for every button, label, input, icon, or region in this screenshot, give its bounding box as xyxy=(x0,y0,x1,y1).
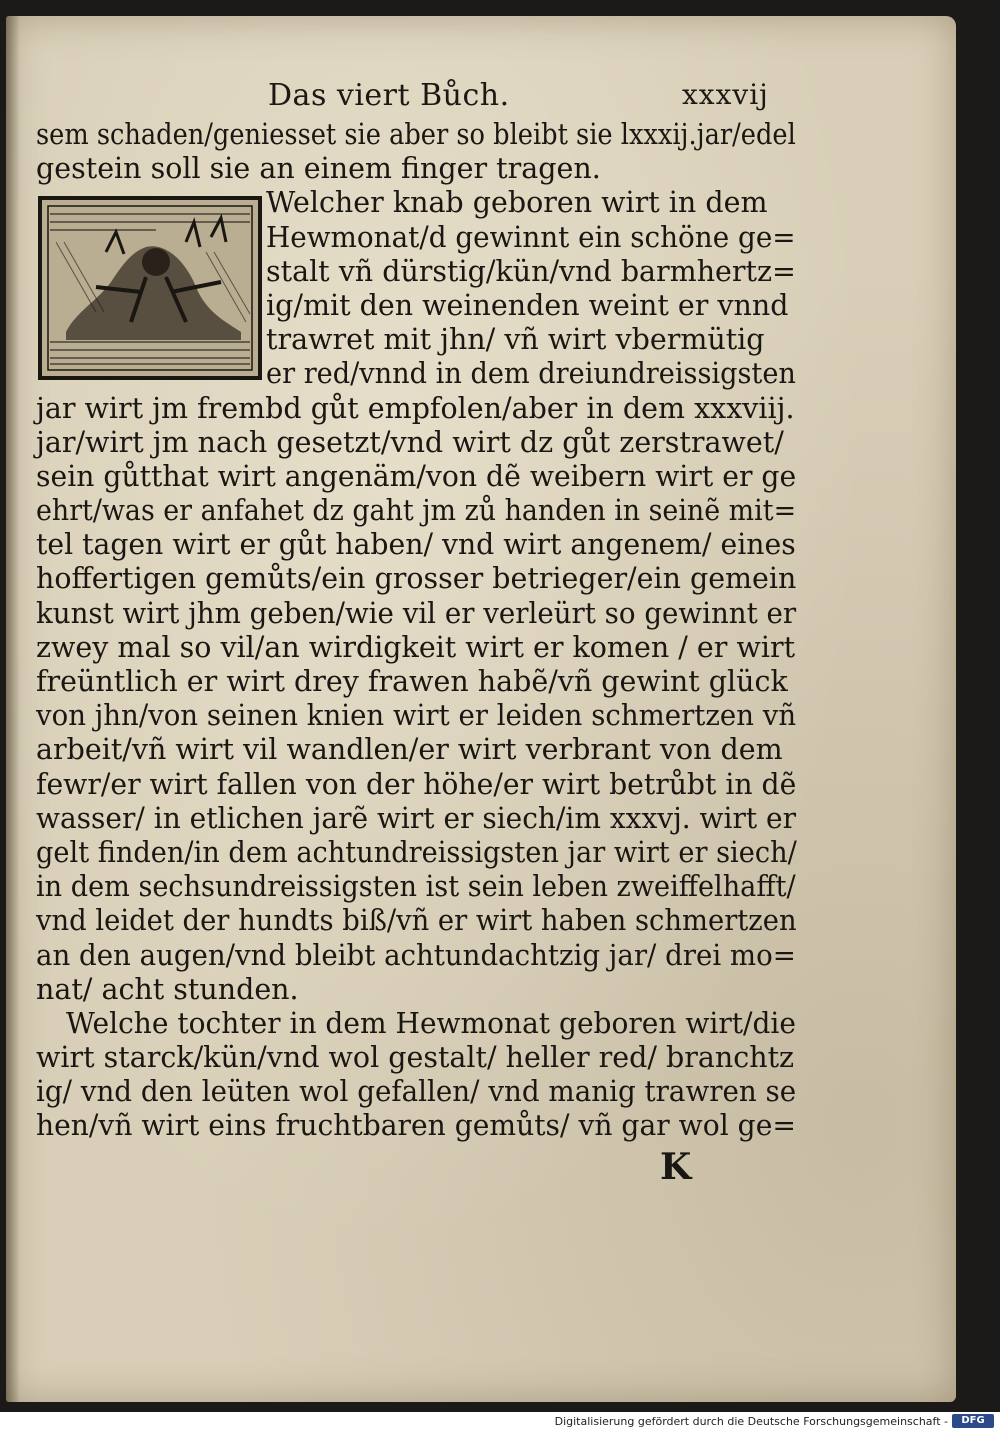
text-line: ehrt/was er anfahet dz gaht jm zů handen in seinẽ mit= xyxy=(36,494,797,528)
text-line: in dem sechsundreissigsten ist sein leben zweiffelhafft/ xyxy=(36,870,796,904)
funding-credit: Digitalisierung gefördert durch die Deutsche Forschungsgemeinschaft - xyxy=(554,1415,948,1428)
text-line: arbeit/vñ wirt vil wandlen/er wirt verbrant von dem xyxy=(36,733,783,767)
text-line: sein gůtthat wirt angenäm/von dẽ weibern wirt er ge xyxy=(36,459,797,493)
text-line: tel tagen wirt er gůt haben/ vnd wirt angenem/ eines xyxy=(36,528,796,562)
text-line: von jhn/von seinen knien wirt er leiden schmertzen vñ xyxy=(36,699,797,733)
text-line: Welcher knab geboren wirt in dem xyxy=(266,186,768,220)
body-text xyxy=(36,118,796,1144)
text-line: ig/ vnd den leüten wol gefallen/ vnd manig trawren se xyxy=(36,1075,797,1109)
text-line: sem schaden/geniesset sie aber so bleibt sie lxxxij.jar/edel xyxy=(36,118,796,151)
page-gutter-shadow xyxy=(6,16,20,1402)
folio-number: xxxvij xyxy=(682,78,769,111)
text-line: gelt finden/in dem achtundreissigsten jar wirt er siech/ xyxy=(36,835,797,869)
text-line: wasser/ in etlichen jarẽ wirt er siech/im xxxvj. wirt er xyxy=(36,801,797,835)
text-line: an den augen/vnd bleibt achtundachtzig jar/ drei mo= xyxy=(36,938,796,972)
text-line: er red/vnnd in dem dreiundreissigsten xyxy=(266,357,796,391)
text-line: ig/mit den weinenden weint er vnnd xyxy=(266,288,789,322)
text-line: Welche tochter in dem Hewmonat geboren wirt/die xyxy=(66,1006,796,1040)
text-line: zwey mal so vil/an wirdigkeit wirt er komen / er wirt xyxy=(36,630,796,664)
running-title: Das viert Bůch. xyxy=(268,78,510,113)
page-header xyxy=(0,78,1000,118)
signature-mark: K xyxy=(660,1146,692,1188)
text-line: stalt vñ dürstig/kün/vnd barmhertz= xyxy=(266,254,796,288)
text-line: nat/ acht stunden. xyxy=(36,972,299,1006)
footer-bar xyxy=(0,1412,1000,1432)
text-line: wirt starck/kün/vnd wol gestalt/ heller red/ branchtz xyxy=(36,1041,795,1075)
dfg-logo-icon: DFG xyxy=(952,1414,994,1428)
text-line: hoffertigen gemůts/ein grosser betrieger/ein gemein xyxy=(36,562,797,596)
text-line: Hewmonat/d gewinnt ein schöne ge= xyxy=(266,220,796,254)
text-line: fewr/er wirt fallen von der höhe/er wirt betrůbt in dẽ xyxy=(36,767,797,801)
text-line: gestein soll sie an einem finger tragen. xyxy=(36,152,601,186)
text-line: jar/wirt jm nach gesetzt/vnd wirt dz gůt zerstrawet/ xyxy=(36,425,784,459)
text-line: trawret mit jhn/ vñ wirt vbermütig xyxy=(266,323,765,357)
text-line: hen/vñ wirt eins fruchtbaren gemůts/ vñ gar wol ge= xyxy=(36,1109,796,1143)
text-line: freüntlich er wirt drey frawen habẽ/vñ gewint glück xyxy=(36,665,788,698)
text-line: vnd leidet der hundts biß/vñ er wirt haben schmertzen xyxy=(36,904,797,938)
text-line: kunst wirt jhm geben/wie vil er verleürt so gewinnt er xyxy=(36,596,797,630)
text-line: jar wirt jm frembd gůt empfolen/aber in dem xxxviij. xyxy=(36,391,795,425)
